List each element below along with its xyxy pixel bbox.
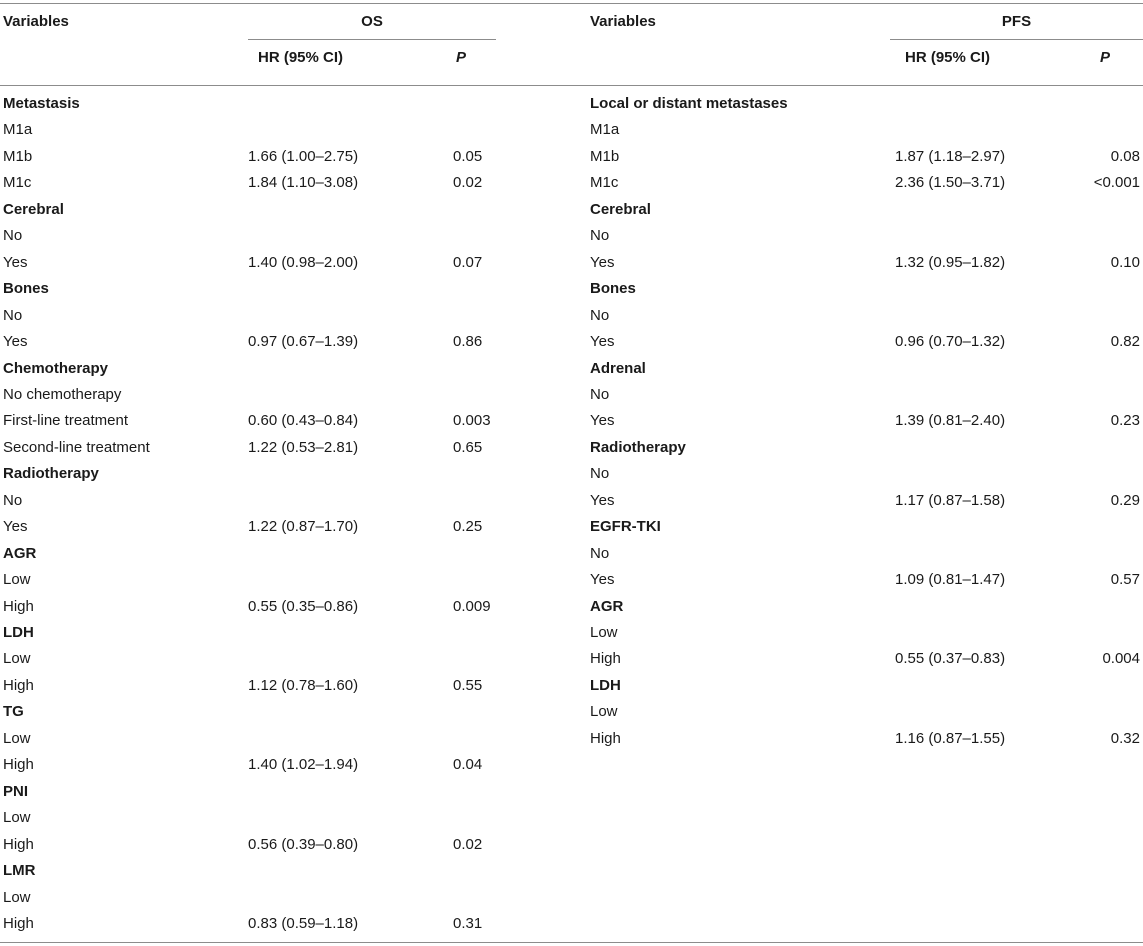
group-heading: Cerebral [3, 201, 64, 218]
variable-label: M1b [590, 148, 620, 165]
group-heading: Radiotherapy [3, 465, 99, 482]
p-value: 0.009 [453, 598, 491, 615]
variable-label: Low [590, 703, 618, 720]
group-heading: LDH [3, 624, 34, 641]
p-value: 0.86 [453, 333, 483, 350]
group-heading: Cerebral [590, 201, 651, 218]
variable-label: High [3, 915, 34, 932]
variable-label: No chemotherapy [3, 386, 122, 403]
variable-label: M1c [3, 174, 32, 191]
variable-label: Low [590, 624, 618, 641]
variable-label: Low [3, 650, 31, 667]
left-variables-header: Variables [3, 13, 69, 30]
group-heading: PNI [3, 783, 29, 800]
variable-label: Second-line treatment [3, 439, 150, 456]
hr-value: 2.36 (1.50–3.71) [895, 174, 1006, 191]
variable-label: High [3, 677, 34, 694]
left-hr-header: HR (95% CI) [258, 49, 344, 66]
variable-label: Low [3, 809, 31, 826]
variable-label: Yes [3, 333, 28, 350]
group-heading: EGFR-TKI [590, 518, 661, 535]
variable-label: No [590, 227, 610, 244]
p-value: 0.31 [453, 915, 483, 932]
p-value: 0.07 [453, 254, 483, 271]
variable-label: No [590, 386, 610, 403]
hr-value: 0.56 (0.39–0.80) [248, 836, 359, 853]
hr-value: 1.40 (1.02–1.94) [248, 756, 359, 773]
p-value: 0.57 [1110, 571, 1140, 588]
hr-value: 1.17 (0.87–1.58) [895, 492, 1006, 509]
variable-label: Yes [3, 518, 28, 535]
group-heading: Local or distant metastases [590, 95, 788, 112]
variable-label: High [590, 730, 621, 747]
p-value: 0.82 [1110, 333, 1140, 350]
right-p-header: P [1100, 49, 1111, 66]
hr-value: 1.22 (0.87–1.70) [248, 518, 359, 535]
hr-value: 0.96 (0.70–1.32) [895, 333, 1006, 350]
variable-label: Low [3, 889, 31, 906]
hr-value: 1.32 (0.95–1.82) [895, 254, 1006, 271]
p-value: 0.10 [1110, 254, 1140, 271]
hr-value: 0.83 (0.59–1.18) [248, 915, 359, 932]
group-heading: LMR [3, 862, 36, 879]
variable-label: Yes [590, 571, 615, 588]
group-heading: Metastasis [3, 95, 80, 112]
group-heading: Radiotherapy [590, 439, 686, 456]
p-value: 0.25 [453, 518, 483, 535]
p-value: 0.55 [453, 677, 483, 694]
p-value: 0.004 [1102, 650, 1140, 667]
p-value: 0.65 [453, 439, 483, 456]
hr-value: 1.39 (0.81–2.40) [895, 412, 1006, 429]
variable-label: M1c [590, 174, 619, 191]
variable-label: No [3, 492, 23, 509]
p-value: 0.29 [1110, 492, 1140, 509]
hr-value: 0.97 (0.67–1.39) [248, 333, 359, 350]
variable-label: Yes [590, 333, 615, 350]
variable-label: No [590, 545, 610, 562]
os-group-header: OS [361, 13, 383, 30]
group-heading: Bones [3, 280, 49, 297]
variable-label: High [590, 650, 621, 667]
variable-label: Yes [590, 412, 615, 429]
variable-label: M1a [590, 121, 620, 138]
p-value: 0.32 [1110, 730, 1140, 747]
hr-value: 0.60 (0.43–0.84) [248, 412, 359, 429]
hr-value: 1.09 (0.81–1.47) [895, 571, 1006, 588]
variable-label: No [3, 307, 23, 324]
p-value: 0.05 [453, 148, 483, 165]
hr-value: 0.55 (0.37–0.83) [895, 650, 1006, 667]
group-heading: Bones [590, 280, 636, 297]
p-value: 0.23 [1110, 412, 1140, 429]
variable-label: Yes [590, 492, 615, 509]
right-variables-header: Variables [590, 13, 656, 30]
p-value: 0.02 [453, 836, 483, 853]
variable-label: High [3, 836, 34, 853]
hr-value: 1.40 (0.98–2.00) [248, 254, 359, 271]
hr-value: 1.22 (0.53–2.81) [248, 439, 359, 456]
hr-value: 1.84 (1.10–3.08) [248, 174, 359, 191]
variable-label: First-line treatment [3, 412, 129, 429]
p-value: 0.04 [453, 756, 483, 773]
variable-label: Yes [590, 254, 615, 271]
variable-label: M1b [3, 148, 33, 165]
variable-label: High [3, 756, 34, 773]
hr-value: 1.16 (0.87–1.55) [895, 730, 1006, 747]
variable-label: M1a [3, 121, 33, 138]
group-heading: Adrenal [590, 360, 646, 377]
hr-value: 1.66 (1.00–2.75) [248, 148, 359, 165]
group-heading: TG [3, 703, 24, 720]
left-p-header: P [456, 49, 467, 66]
p-value: 0.003 [453, 412, 491, 429]
hr-value: 1.87 (1.18–2.97) [895, 148, 1006, 165]
group-heading: Chemotherapy [3, 360, 109, 377]
variable-label: Low [3, 730, 31, 747]
right-hr-header: HR (95% CI) [905, 49, 991, 66]
group-heading: AGR [3, 545, 37, 562]
p-value: 0.08 [1110, 148, 1140, 165]
hr-value: 0.55 (0.35–0.86) [248, 598, 359, 615]
p-value: <0.001 [1093, 174, 1140, 191]
p-value: 0.02 [453, 174, 483, 191]
variable-label: High [3, 598, 34, 615]
group-heading: LDH [590, 677, 621, 694]
hr-value: 1.12 (0.78–1.60) [248, 677, 359, 694]
variable-label: No [3, 227, 23, 244]
variable-label: No [590, 465, 610, 482]
variable-label: Low [3, 571, 31, 588]
pfs-group-header: PFS [1001, 13, 1032, 30]
variable-label: No [590, 307, 610, 324]
group-heading: AGR [590, 598, 624, 615]
variable-label: Yes [3, 254, 28, 271]
